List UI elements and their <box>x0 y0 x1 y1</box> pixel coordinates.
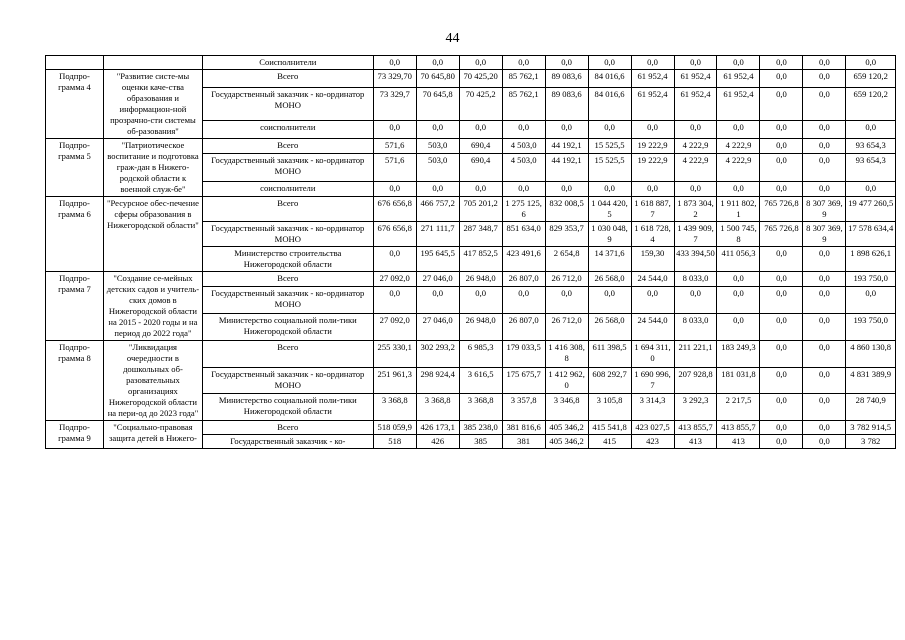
table-row <box>46 197 896 222</box>
value-cell: 4 503,0 <box>502 139 545 154</box>
value-cell: 571,6 <box>373 154 416 181</box>
value-cell: 3 782 <box>846 435 896 449</box>
value-cell: 765 726,8 <box>760 197 803 222</box>
value-cell: 175 675,7 <box>502 367 545 394</box>
executor-cell: Всего <box>202 421 373 435</box>
value-cell: 1 439 909,7 <box>674 222 717 247</box>
value-cell: 2 654,8 <box>545 247 588 272</box>
value-cell: 0,0 <box>846 181 896 196</box>
value-cell: 26 712,0 <box>545 272 588 287</box>
value-cell: 0,0 <box>760 394 803 421</box>
value-cell: 0,0 <box>416 120 459 138</box>
value-cell: 0,0 <box>588 287 631 314</box>
value-cell: 0,0 <box>760 287 803 314</box>
value-cell: 89 083,6 <box>545 70 588 88</box>
subprogram-label <box>46 56 104 70</box>
value-cell: 19 477 260,5 <box>846 197 896 222</box>
value-cell: 183 249,3 <box>717 341 760 368</box>
value-cell: 26 712,0 <box>545 314 588 341</box>
value-cell: 405 346,2 <box>545 435 588 449</box>
executor-cell: Министерство социальной поли-тики Нижегородской области <box>202 394 373 421</box>
value-cell: 413 855,7 <box>674 421 717 435</box>
value-cell: 413 <box>717 435 760 449</box>
value-cell: 61 952,4 <box>717 88 760 121</box>
value-cell: 4 860 130,8 <box>846 341 896 368</box>
value-cell: 503,0 <box>416 154 459 181</box>
subprogram-name: "Создание се-мейных детских садов и учитель-ских домов в Нижегородской области на 2015 - 2020 годы и на период до 2022 года" <box>104 272 203 341</box>
value-cell: 2 217,5 <box>717 394 760 421</box>
value-cell: 3 357,8 <box>502 394 545 421</box>
value-cell: 0,0 <box>459 120 502 138</box>
value-cell: 0,0 <box>803 247 846 272</box>
value-cell: 0,0 <box>803 287 846 314</box>
subprogram-name <box>104 56 203 70</box>
value-cell: 0,0 <box>674 120 717 138</box>
value-cell: 381 <box>502 435 545 449</box>
value-cell: 26 807,0 <box>502 272 545 287</box>
value-cell: 0,0 <box>803 341 846 368</box>
value-cell: 0,0 <box>717 181 760 196</box>
value-cell: 611 398,5 <box>588 341 631 368</box>
value-cell: 0,0 <box>717 56 760 70</box>
value-cell: 27 092,0 <box>373 314 416 341</box>
value-cell: 8 033,0 <box>674 314 717 341</box>
value-cell: 0,0 <box>803 314 846 341</box>
value-cell: 3 368,8 <box>373 394 416 421</box>
table-row <box>46 341 896 368</box>
value-cell: 84 016,6 <box>588 88 631 121</box>
value-cell: 0,0 <box>588 120 631 138</box>
table-row <box>46 421 896 435</box>
value-cell: 0,0 <box>760 56 803 70</box>
value-cell: 0,0 <box>717 272 760 287</box>
value-cell: 4 222,9 <box>717 139 760 154</box>
value-cell: 426 173,1 <box>416 421 459 435</box>
value-cell: 89 083,6 <box>545 88 588 121</box>
executor-cell: Всего <box>202 70 373 88</box>
value-cell: 0,0 <box>674 287 717 314</box>
value-cell: 28 740,9 <box>846 394 896 421</box>
value-cell: 518 <box>373 435 416 449</box>
value-cell: 4 831 389,9 <box>846 367 896 394</box>
value-cell: 27 046,0 <box>416 272 459 287</box>
value-cell: 44 192,1 <box>545 139 588 154</box>
value-cell: 0,0 <box>803 181 846 196</box>
value-cell: 4 503,0 <box>502 154 545 181</box>
subprogram-label: Подпро-грамма 7 <box>46 272 104 341</box>
value-cell: 207 928,8 <box>674 367 717 394</box>
value-cell: 1 500 745,8 <box>717 222 760 247</box>
value-cell: 0,0 <box>545 120 588 138</box>
value-cell: 85 762,1 <box>502 70 545 88</box>
value-cell: 0,0 <box>459 287 502 314</box>
value-cell: 659 120,2 <box>846 88 896 121</box>
page-number: 44 <box>445 31 460 46</box>
value-cell: 1 412 962,0 <box>545 367 588 394</box>
value-cell: 503,0 <box>416 139 459 154</box>
value-cell: 0,0 <box>674 56 717 70</box>
value-cell: 179 033,5 <box>502 341 545 368</box>
value-cell: 61 952,4 <box>631 88 674 121</box>
value-cell: 19 222,9 <box>631 139 674 154</box>
executor-cell: Министерство социальной поли-тики Нижегородской области <box>202 314 373 341</box>
value-cell: 571,6 <box>373 139 416 154</box>
value-cell: 70 425,2 <box>459 88 502 121</box>
value-cell: 0,0 <box>631 181 674 196</box>
value-cell: 1 690 996,7 <box>631 367 674 394</box>
subprogram-name: "Ресурсное обес-печение сферы образования в Нижегородской области" <box>104 197 203 272</box>
value-cell: 0,0 <box>631 56 674 70</box>
value-cell: 73 329,7 <box>373 88 416 121</box>
value-cell: 0,0 <box>545 181 588 196</box>
value-cell: 0,0 <box>760 120 803 138</box>
value-cell: 0,0 <box>803 394 846 421</box>
value-cell: 0,0 <box>416 181 459 196</box>
value-cell: 1 044 420,5 <box>588 197 631 222</box>
value-cell: 0,0 <box>373 56 416 70</box>
value-cell: 0,0 <box>717 314 760 341</box>
subprogram-name: "Патриотическое воспитание и подготовка граж-дан в Нижего-родской области к военной служ-бе" <box>104 139 203 197</box>
value-cell: 3 105,8 <box>588 394 631 421</box>
value-cell: 832 008,5 <box>545 197 588 222</box>
value-cell: 3 782 914,5 <box>846 421 896 435</box>
value-cell: 3 292,3 <box>674 394 717 421</box>
value-cell: 193 750,0 <box>846 314 896 341</box>
value-cell: 413 <box>674 435 717 449</box>
value-cell: 1 618 887,7 <box>631 197 674 222</box>
subprogram-name: "Развитие систе-мы оценки каче-ства образования и информацион-ной прозрачно-сти системы об-разования" <box>104 70 203 139</box>
value-cell: 93 654,3 <box>846 139 896 154</box>
value-cell: 3 346,8 <box>545 394 588 421</box>
value-cell: 0,0 <box>803 154 846 181</box>
value-cell: 1 618 728,4 <box>631 222 674 247</box>
table-row <box>46 139 896 154</box>
value-cell: 0,0 <box>803 88 846 121</box>
value-cell: 0,0 <box>502 287 545 314</box>
value-cell: 690,4 <box>459 139 502 154</box>
value-cell: 3 616,5 <box>459 367 502 394</box>
value-cell: 0,0 <box>416 56 459 70</box>
value-cell: 659 120,2 <box>846 70 896 88</box>
value-cell: 181 031,8 <box>717 367 760 394</box>
value-cell: 385 <box>459 435 502 449</box>
value-cell: 385 238,0 <box>459 421 502 435</box>
value-cell: 0,0 <box>588 56 631 70</box>
value-cell: 0,0 <box>803 421 846 435</box>
value-cell: 676 656,8 <box>373 197 416 222</box>
value-cell: 423 491,6 <box>502 247 545 272</box>
value-cell: 690,4 <box>459 154 502 181</box>
executor-cell: Государственный заказчик - ко-ординатор МОНО <box>202 88 373 121</box>
value-cell: 302 293,2 <box>416 341 459 368</box>
value-cell: 271 111,7 <box>416 222 459 247</box>
executor-cell: Соисполнители <box>202 56 373 70</box>
value-cell: 193 750,0 <box>846 272 896 287</box>
executor-cell: Государственный заказчик - ко-ординатор МОНО <box>202 367 373 394</box>
value-cell: 84 016,6 <box>588 70 631 88</box>
value-cell: 15 525,5 <box>588 139 631 154</box>
value-cell: 14 371,6 <box>588 247 631 272</box>
value-cell: 17 578 634,4 <box>846 222 896 247</box>
value-cell: 73 329,70 <box>373 70 416 88</box>
value-cell: 70 425,20 <box>459 70 502 88</box>
value-cell: 0,0 <box>717 120 760 138</box>
value-cell: 0,0 <box>545 287 588 314</box>
value-cell: 426 <box>416 435 459 449</box>
value-cell: 0,0 <box>373 247 416 272</box>
executor-cell: Министерство строительства Нижегородской области <box>202 247 373 272</box>
value-cell: 4 222,9 <box>674 139 717 154</box>
value-cell: 8 307 369,9 <box>803 197 846 222</box>
subprogram-label: Подпро-грамма 9 <box>46 421 104 449</box>
value-cell: 1 898 626,1 <box>846 247 896 272</box>
value-cell: 0,0 <box>459 181 502 196</box>
value-cell: 3 368,8 <box>459 394 502 421</box>
value-cell: 26 948,0 <box>459 314 502 341</box>
value-cell: 70 645,80 <box>416 70 459 88</box>
value-cell: 0,0 <box>459 56 502 70</box>
value-cell: 0,0 <box>760 272 803 287</box>
value-cell: 0,0 <box>588 181 631 196</box>
value-cell: 0,0 <box>803 272 846 287</box>
table-row <box>46 56 896 70</box>
value-cell: 0,0 <box>373 287 416 314</box>
value-cell: 0,0 <box>760 314 803 341</box>
value-cell: 61 952,4 <box>717 70 760 88</box>
value-cell: 8 307 369,9 <box>803 222 846 247</box>
executor-cell: соисполнители <box>202 181 373 196</box>
value-cell: 0,0 <box>760 154 803 181</box>
value-cell: 411 056,3 <box>717 247 760 272</box>
value-cell: 4 222,9 <box>674 154 717 181</box>
value-cell: 70 645,8 <box>416 88 459 121</box>
value-cell: 1 275 125,6 <box>502 197 545 222</box>
value-cell: 0,0 <box>760 367 803 394</box>
subprogram-label: Подпро-грамма 4 <box>46 70 104 139</box>
value-cell: 251 961,3 <box>373 367 416 394</box>
executor-cell: Всего <box>202 197 373 222</box>
value-cell: 0,0 <box>760 181 803 196</box>
value-cell: 0,0 <box>502 120 545 138</box>
value-cell: 1 416 308,8 <box>545 341 588 368</box>
value-cell: 676 656,8 <box>373 222 416 247</box>
value-cell: 0,0 <box>760 421 803 435</box>
value-cell: 0,0 <box>502 181 545 196</box>
subprogram-label: Подпро-грамма 8 <box>46 341 104 421</box>
value-cell: 3 314,3 <box>631 394 674 421</box>
executor-cell: Государственный заказчик - ко-ординатор МОНО <box>202 287 373 314</box>
value-cell: 24 544,0 <box>631 272 674 287</box>
value-cell: 8 033,0 <box>674 272 717 287</box>
value-cell: 26 568,0 <box>588 314 631 341</box>
value-cell: 0,0 <box>760 435 803 449</box>
value-cell: 423 027,5 <box>631 421 674 435</box>
value-cell: 211 221,1 <box>674 341 717 368</box>
value-cell: 4 222,9 <box>717 154 760 181</box>
value-cell: 61 952,4 <box>674 88 717 121</box>
value-cell: 417 852,5 <box>459 247 502 272</box>
value-cell: 27 092,0 <box>373 272 416 287</box>
value-cell: 1 694 311,0 <box>631 341 674 368</box>
value-cell: 0,0 <box>803 70 846 88</box>
value-cell: 0,0 <box>760 247 803 272</box>
value-cell: 0,0 <box>717 287 760 314</box>
value-cell: 0,0 <box>846 120 896 138</box>
budget-table <box>45 55 896 449</box>
value-cell: 0,0 <box>674 181 717 196</box>
subprogram-name: "Ликвидация очередности в дошкольных об-разовательных организациях Нижегородской области на пери-од до 2023 года" <box>104 341 203 421</box>
value-cell: 415 <box>588 435 631 449</box>
subprogram-name: "Социально-правовая защита детей в Нижего- <box>104 421 203 449</box>
value-cell: 381 816,6 <box>502 421 545 435</box>
value-cell: 705 201,2 <box>459 197 502 222</box>
table-body <box>46 56 896 449</box>
value-cell: 27 046,0 <box>416 314 459 341</box>
value-cell: 851 634,0 <box>502 222 545 247</box>
table-row <box>46 272 896 287</box>
value-cell: 0,0 <box>803 139 846 154</box>
value-cell: 287 348,7 <box>459 222 502 247</box>
executor-cell: Государственный заказчик - ко-ординатор МОНО <box>202 222 373 247</box>
value-cell: 85 762,1 <box>502 88 545 121</box>
value-cell: 159,30 <box>631 247 674 272</box>
value-cell: 415 541,8 <box>588 421 631 435</box>
value-cell: 0,0 <box>803 120 846 138</box>
executor-cell: Всего <box>202 341 373 368</box>
value-cell: 0,0 <box>846 287 896 314</box>
value-cell: 0,0 <box>373 120 416 138</box>
value-cell: 0,0 <box>631 287 674 314</box>
value-cell: 26 807,0 <box>502 314 545 341</box>
value-cell: 3 368,8 <box>416 394 459 421</box>
value-cell: 405 346,2 <box>545 421 588 435</box>
value-cell: 433 394,50 <box>674 247 717 272</box>
value-cell: 1 873 304,2 <box>674 197 717 222</box>
value-cell: 44 192,1 <box>545 154 588 181</box>
value-cell: 0,0 <box>760 341 803 368</box>
value-cell: 0,0 <box>803 435 846 449</box>
value-cell: 61 952,4 <box>631 70 674 88</box>
value-cell: 6 985,3 <box>459 341 502 368</box>
value-cell: 423 <box>631 435 674 449</box>
value-cell: 15 525,5 <box>588 154 631 181</box>
value-cell: 413 855,7 <box>717 421 760 435</box>
value-cell: 0,0 <box>760 88 803 121</box>
value-cell: 0,0 <box>760 139 803 154</box>
executor-cell: Государственный заказчик - ко- <box>202 435 373 449</box>
value-cell: 0,0 <box>631 120 674 138</box>
value-cell: 26 948,0 <box>459 272 502 287</box>
table-row <box>46 70 896 88</box>
value-cell: 0,0 <box>803 367 846 394</box>
value-cell: 1 911 802,1 <box>717 197 760 222</box>
value-cell: 1 030 048,9 <box>588 222 631 247</box>
value-cell: 0,0 <box>416 287 459 314</box>
executor-cell: Всего <box>202 272 373 287</box>
value-cell: 298 924,4 <box>416 367 459 394</box>
value-cell: 829 353,7 <box>545 222 588 247</box>
value-cell: 24 544,0 <box>631 314 674 341</box>
value-cell: 195 645,5 <box>416 247 459 272</box>
value-cell: 765 726,8 <box>760 222 803 247</box>
value-cell: 93 654,3 <box>846 154 896 181</box>
value-cell: 0,0 <box>502 56 545 70</box>
value-cell: 0,0 <box>545 56 588 70</box>
value-cell: 0,0 <box>760 70 803 88</box>
value-cell: 255 330,1 <box>373 341 416 368</box>
value-cell: 26 568,0 <box>588 272 631 287</box>
subprogram-label: Подпро-грамма 6 <box>46 197 104 272</box>
executor-cell: Государственный заказчик - ко-ординатор МОНО <box>202 154 373 181</box>
value-cell: 61 952,4 <box>674 70 717 88</box>
value-cell: 0,0 <box>846 56 896 70</box>
value-cell: 466 757,2 <box>416 197 459 222</box>
value-cell: 518 059,9 <box>373 421 416 435</box>
value-cell: 608 292,7 <box>588 367 631 394</box>
value-cell: 0,0 <box>803 56 846 70</box>
executor-cell: Всего <box>202 139 373 154</box>
value-cell: 19 222,9 <box>631 154 674 181</box>
executor-cell: соисполнители <box>202 120 373 138</box>
subprogram-label: Подпро-грамма 5 <box>46 139 104 197</box>
value-cell: 0,0 <box>373 181 416 196</box>
